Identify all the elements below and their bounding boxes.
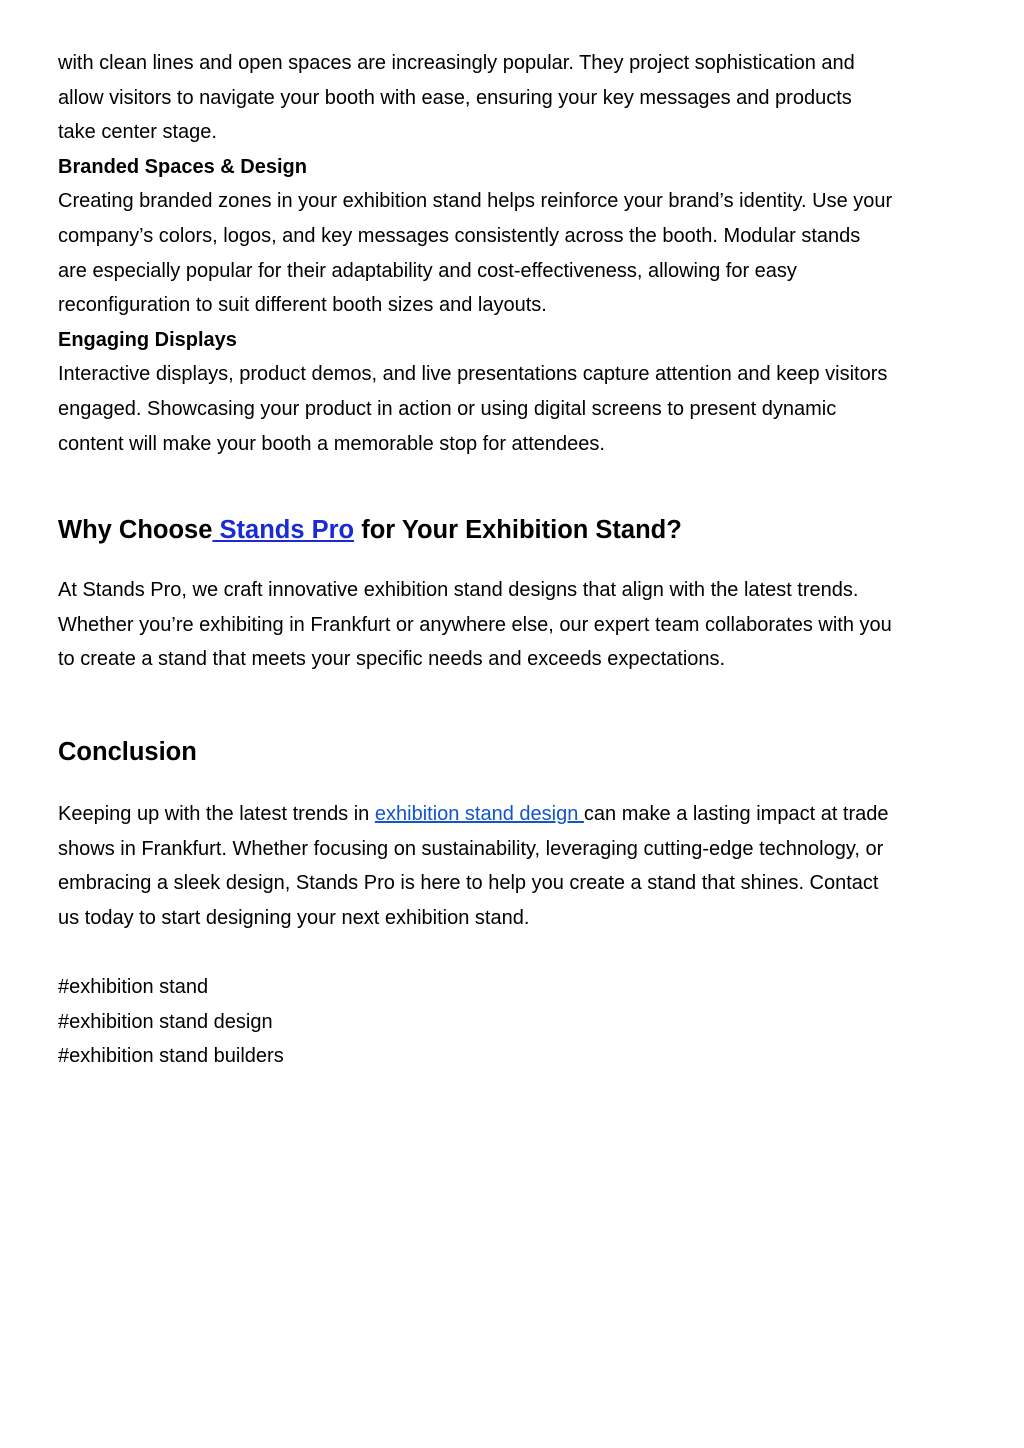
paragraph-line: embracing a sleek design, Stands Pro is here to help you create a stand that shines. Contact bbox=[58, 872, 879, 895]
exhibition-stand-design-link[interactable]: exhibition stand design bbox=[374, 802, 584, 825]
branded-section bbox=[58, 150, 970, 323]
paragraph-line bbox=[58, 797, 970, 832]
stands-pro-link[interactable]: Stands Pro bbox=[212, 516, 355, 545]
paragraph-line: are especially popular for their adaptability and cost-effectiveness, allowing for easy bbox=[58, 259, 797, 282]
paragraph-line: engaged. Showcasing your product in action or using digital screens to present dynamic bbox=[58, 397, 837, 420]
heading-text-before: Why Choose bbox=[58, 516, 213, 545]
conclusion-heading: Conclusion bbox=[58, 737, 197, 766]
hashtag: #exhibition stand builders bbox=[58, 1045, 284, 1068]
paragraph-line: Creating branded zones in your exhibition stand helps reinforce your brand’s identity. Use your bbox=[58, 190, 893, 213]
hashtag: #exhibition stand bbox=[58, 976, 209, 999]
text-after-link: can make a lasting impact at trade bbox=[583, 802, 889, 825]
paragraph-line: reconfiguration to suit different booth sizes and layouts. bbox=[58, 294, 547, 317]
paragraph-line: Interactive displays, product demos, and live presentations capture attention and keep visitors bbox=[58, 363, 888, 386]
paragraph-line: Whether you’re exhibiting in Frankfurt or anywhere else, our expert team collaborates with you bbox=[58, 613, 892, 636]
hashtag-list bbox=[58, 970, 970, 1074]
engaging-section bbox=[58, 323, 970, 461]
intro-paragraph bbox=[58, 46, 970, 150]
paragraph-line: content will make your booth a memorable stop for attendees. bbox=[58, 432, 605, 455]
paragraph-line: to create a stand that meets your specific needs and exceeds expectations. bbox=[58, 648, 726, 671]
paragraph-line: company’s colors, logos, and key messages consistently across the booth. Modular stands bbox=[58, 224, 861, 247]
paragraph-line: with clean lines and open spaces are increasingly popular. They project sophistication and bbox=[58, 52, 855, 74]
paragraph-line: us today to start designing your next exhibition stand. bbox=[58, 906, 530, 929]
paragraph-line: shows in Frankfurt. Whether focusing on sustainability, leveraging cutting-edge technology, or bbox=[58, 837, 884, 860]
paragraph-line: allow visitors to navigate your booth with ease, ensuring your key messages and products bbox=[58, 86, 852, 109]
document-page bbox=[58, 46, 970, 1074]
paragraph-line: At Stands Pro, we craft innovative exhibition stand designs that align with the latest trends. bbox=[58, 579, 859, 602]
text-before-link: Keeping up with the latest trends in bbox=[58, 802, 375, 825]
conclusion-paragraph bbox=[58, 797, 970, 935]
why-choose-heading bbox=[58, 513, 970, 547]
branded-subheading: Branded Spaces & Design bbox=[58, 155, 307, 178]
engaging-subheading: Engaging Displays bbox=[58, 328, 237, 351]
hashtag: #exhibition stand design bbox=[58, 1010, 273, 1033]
heading-text-after: for Your Exhibition Stand? bbox=[354, 516, 682, 545]
paragraph-line: take center stage. bbox=[58, 121, 217, 144]
why-choose-paragraph bbox=[58, 573, 970, 677]
